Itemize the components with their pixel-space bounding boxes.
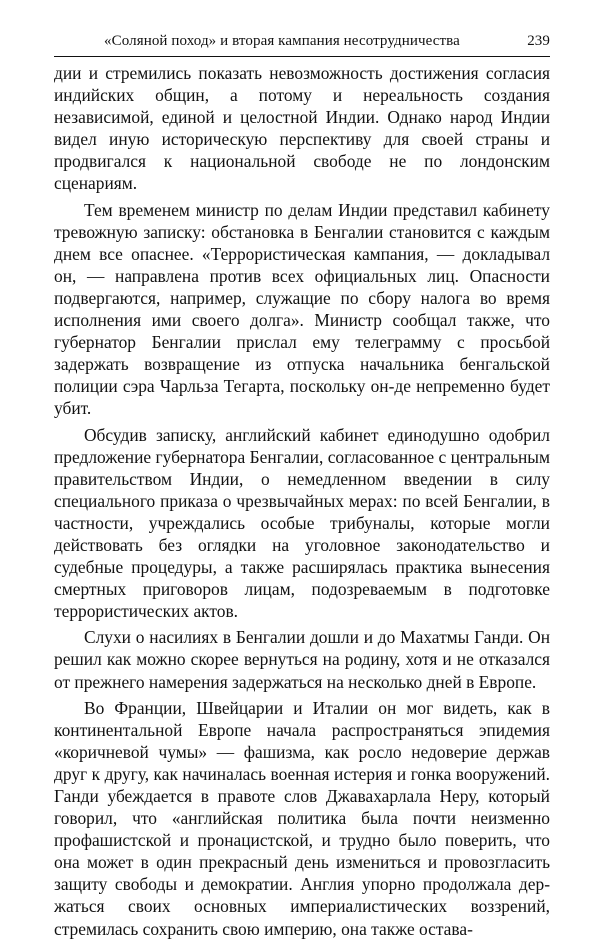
page-number: 239 (527, 33, 550, 49)
paragraph-2: Тем временем министр по делам Индии представил кабинету тревожную записку: обстановка в Бенгалии становится с каждым днем все опаснее. «Террористическая кампания, — докладывал он, — направлена против всех официальных лиц. Опасности подвергаются, например, служащие по сбору налога во время исполнения ими своего долга». Министр сообщал также, что губернатор Бенгалии прислал ему телеграмму с просьбой задержать возвращение из отпуска начальника бенгальской полиции сэра Чарльза Тегарта, поскольку он-де непременно будет убит. (54, 199, 550, 419)
paragraph-1: дии и стремились показать невозможность достижения согласия индийских общин, а потому и нереальность создания независимой, единой и целостной Индии. Однако народ Индии видел иную историческую перспективу для своей страны и продвигался к национальной свободе не по лондонским сценариям. (54, 63, 550, 194)
running-head (54, 33, 550, 53)
body-text (54, 62, 550, 940)
paragraph-4: Слухи о насилиях в Бенгалии дошли и до Махатмы Ганди. Он решил как можно скорее вернуться на родину, хотя и не отказался от прежнего намерения задержаться на несколько дней в Европе. (54, 627, 550, 692)
running-title: «Соляной поход» и вторая кампания несотрудничества (104, 33, 460, 49)
header-rule (54, 56, 550, 57)
paragraph-5: Во Франции, Швейцарии и Италии он мог видеть, как в континентальной Европе начала распространяться эпидемия «коричневой чумы» — фашизма, как росло недоверие держав друг к другу, как начиналась военная истерия и гонка вооружений. Ганди убеждается в правоте слов Джавахарлала Неру, который говорил, что «английская политика была почти неизменно профашистской и пронацистской, и трудно было поверить, что она может в один прекрасный день измениться и провозгласить защиту свободы и демократии. Англия упорно продолжала держаться своих основных империалистических воззрений, стремилась сохранить свою империю, она также остава- (54, 697, 550, 939)
paragraph-3: Обсудив записку, английский кабинет единодушно одобрил предложение губернатора Бенгалии, согласованное с центральным правительством Индии, о немедленном введении в силу специального приказа о чрезвычайных мерах: по всей Бенгалии, в частности, учреждались особые трибуналы, которые могли действовать без оглядки на уголовное законодательство и судебные процедуры, а также расширялась практика вынесения смертных приговоров лицам, подозреваемым в подготовке террористических актов. (54, 424, 550, 622)
